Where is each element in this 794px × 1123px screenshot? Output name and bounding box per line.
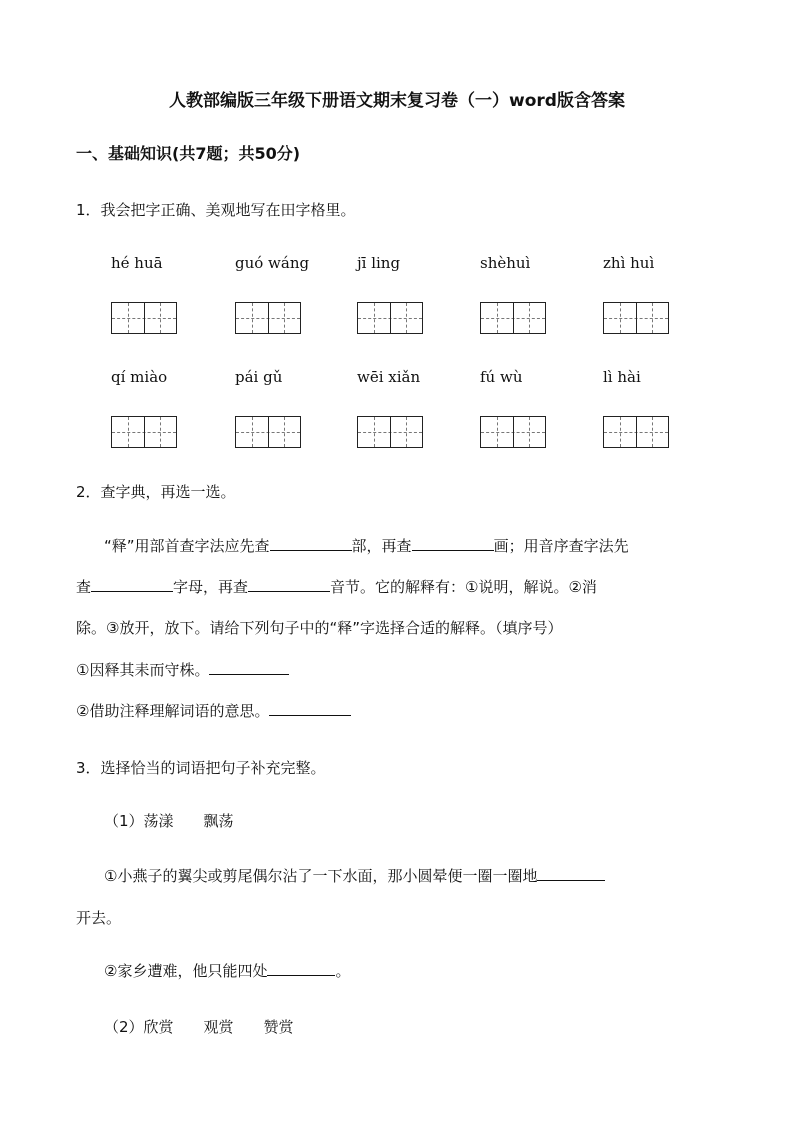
question-2-text: “释”用部首查字法应先查 — [104, 537, 270, 555]
answer-blank[interactable] — [269, 701, 351, 716]
question-2-text: 部，再查 — [351, 537, 412, 555]
writing-grid[interactable] — [357, 416, 423, 448]
writing-grid[interactable] — [111, 302, 177, 334]
sentence-text: 。 — [335, 962, 351, 980]
writing-grid[interactable] — [603, 302, 669, 334]
answer-blank[interactable] — [267, 961, 335, 976]
question-2-item-text: ②借助注释理解词语的意思。 — [76, 702, 270, 720]
pinyin-label: zhì huì — [603, 254, 655, 272]
writing-grid[interactable] — [357, 302, 423, 334]
answer-blank[interactable] — [537, 866, 605, 881]
question-2-item-2 — [76, 700, 351, 721]
question-2-text: 音节。它的解释有：①说明，解说。②消 — [330, 578, 597, 596]
writing-grid[interactable] — [480, 416, 546, 448]
writing-grid[interactable] — [111, 416, 177, 448]
question-3-sentence-2 — [104, 960, 350, 981]
question-3-sentence-1 — [104, 865, 605, 886]
sentence-text: ②家乡遭难，他只能四处 — [104, 962, 268, 980]
question-2-line-1 — [104, 535, 629, 556]
answer-blank[interactable] — [91, 577, 173, 592]
pinyin-label: wēi xiǎn — [357, 368, 421, 386]
pinyin-label: fú wù — [480, 368, 523, 386]
question-2-prompt: 2．查字典，再选一选。 — [76, 483, 236, 501]
question-3-prompt: 3．选择恰当的词语把句子补充完整。 — [76, 759, 326, 777]
section-heading: 一、基础知识(共7题；共50分) — [76, 144, 301, 163]
pinyin-label: pái gǔ — [235, 368, 283, 386]
page-title: 人教部编版三年级下册语文期末复习卷（一）word版含答案 — [169, 91, 625, 111]
question-2-line-2 — [76, 576, 597, 597]
sentence-continuation: 开去。 — [76, 909, 122, 927]
question-2-line-3: 除。③放开，放下。请给下列句子中的“释”字选择合适的解释。（填序号） — [76, 619, 563, 637]
answer-blank[interactable] — [270, 536, 352, 551]
word-group-2: （2）欣赏 观赏 赞赏 — [104, 1018, 294, 1036]
question-2-item-1 — [76, 659, 289, 680]
question-2-text: 查 — [76, 578, 92, 596]
question-2-text: 画；用音序查字法先 — [493, 537, 629, 555]
answer-blank[interactable] — [209, 660, 289, 675]
writing-grid[interactable] — [235, 302, 301, 334]
answer-blank[interactable] — [248, 577, 330, 592]
question-2-text: 字母，再查 — [173, 578, 249, 596]
answer-blank[interactable] — [412, 536, 494, 551]
pinyin-label: shèhuì — [480, 254, 531, 272]
question-1-prompt: 1．我会把字正确、美观地写在田字格里。 — [76, 201, 356, 219]
pinyin-label: jī ling — [357, 254, 401, 272]
pinyin-label: hé huā — [111, 254, 163, 272]
pinyin-label: qí miào — [111, 368, 168, 386]
sentence-text: ①小燕子的翼尖或剪尾偶尔沾了一下水面，那小圆晕便一圈一圈地 — [104, 867, 538, 885]
word-group-1: （1）荡漾 飘荡 — [104, 812, 234, 830]
writing-grid[interactable] — [235, 416, 301, 448]
writing-grid[interactable] — [480, 302, 546, 334]
pinyin-label: lì hài — [603, 368, 641, 386]
pinyin-label: guó wáng — [235, 254, 310, 272]
question-2-item-text: ①因释其耒而守株。 — [76, 661, 210, 679]
writing-grid[interactable] — [603, 416, 669, 448]
